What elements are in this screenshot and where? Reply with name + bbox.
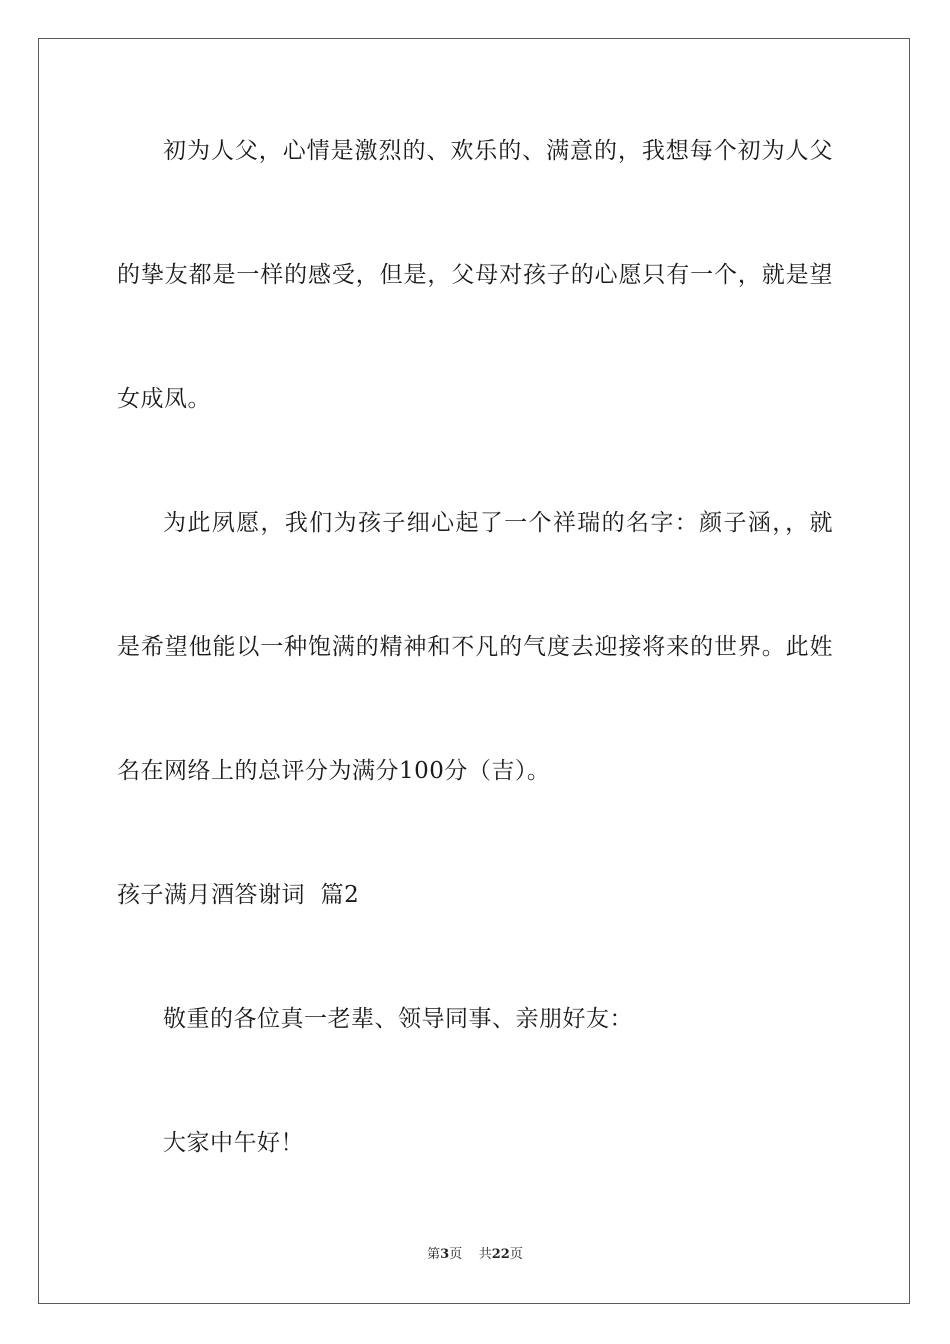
footer-page-prefix: 第 bbox=[427, 1247, 441, 1262]
paragraph-1-line-2: 的挚友都是一样的感受，但是，父母对孩子的心愿只有一个，就是望 bbox=[117, 262, 833, 288]
page-border bbox=[38, 38, 910, 1304]
footer-total-prefix: 共 bbox=[478, 1247, 492, 1262]
salutation-line: 大家中午好！ bbox=[163, 1130, 304, 1156]
greeting-line: 敬重的各位真一老辈、领导同事、亲朋好友： bbox=[163, 1006, 633, 1032]
footer-total-suffix: 页 bbox=[509, 1247, 523, 1262]
footer-page-suffix: 页 bbox=[449, 1247, 463, 1262]
paragraph-2-line-3: 名在网络上的总评分为满分100分（吉）。 bbox=[117, 758, 551, 784]
paragraph-2-line-2: 是希望他能以一种饱满的精神和不凡的气度去迎接将来的世界。此姓 bbox=[117, 634, 833, 660]
paragraph-1-line-1: 初为人父，心情是激烈的、欢乐的、满意的，我想每个初为人父 bbox=[163, 138, 833, 164]
paragraph-2-line-1: 为此夙愿，我们为孩子细心起了一个祥瑞的名字：颜子涵，，就 bbox=[163, 510, 833, 536]
paragraph-1-line-3: 女成凤。 bbox=[117, 386, 211, 412]
footer-total-pages: 22 bbox=[491, 1247, 510, 1262]
page-footer bbox=[0, 1246, 950, 1264]
footer-page-number: 3 bbox=[440, 1247, 450, 1262]
section-heading: 孩子满月酒答谢词 篇2 bbox=[117, 882, 360, 908]
